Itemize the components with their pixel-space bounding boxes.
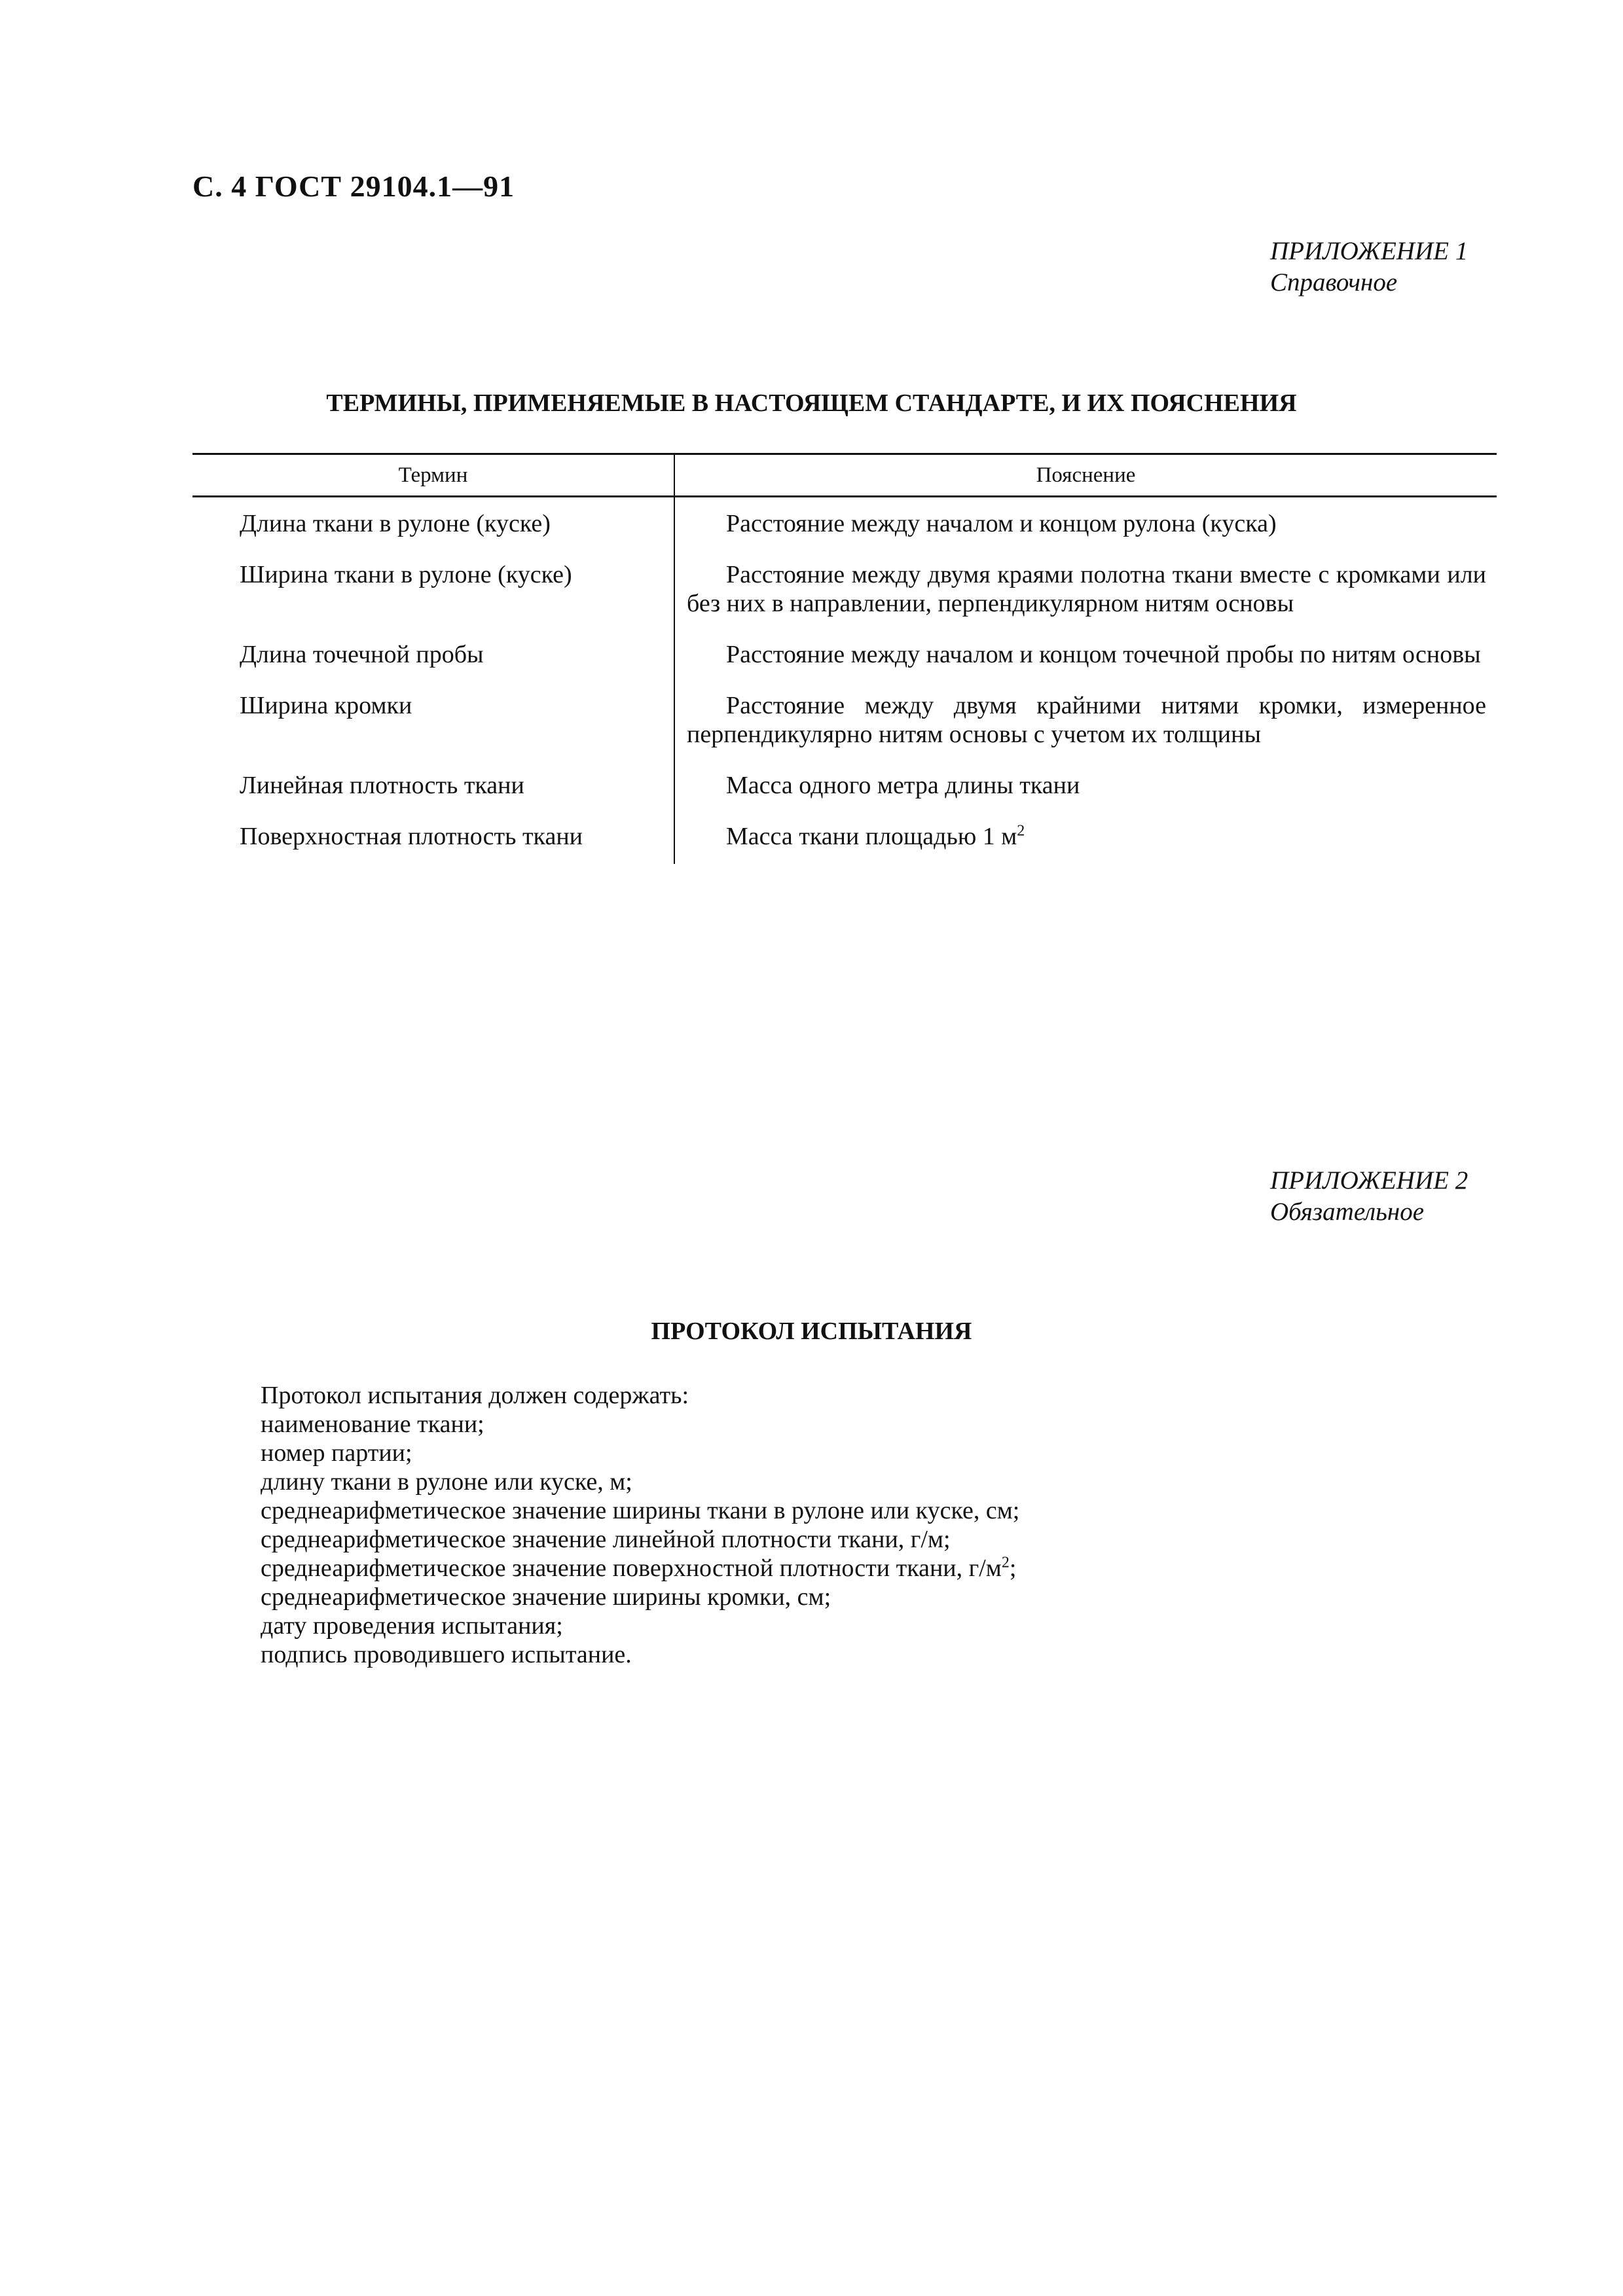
term-cell: Поверхностная плотность ткани — [192, 813, 674, 864]
table-row — [192, 682, 1497, 762]
list-item: длину ткани в рулоне или куске, м; — [261, 1468, 632, 1496]
appendix-2-label — [1270, 1165, 1468, 1228]
list-item: среднеарифметическое значение ширины кромки, см; — [261, 1583, 831, 1611]
explanation-cell: Расстояние между двумя крайними нитями кромки, измеренное перпендикулярно нитям основы с учетом их толщины — [687, 692, 1486, 748]
protocol-requirements — [261, 1381, 1019, 1669]
table-row — [192, 631, 1497, 682]
column-header-term: Термин — [192, 454, 674, 497]
explanation-cell — [674, 813, 1497, 864]
appendix-1-number: ПРИЛОЖЕНИЕ 1 — [1270, 237, 1468, 265]
list-item: подпись проводившего испытание. — [261, 1641, 632, 1668]
explanation-cell: Расстояние между двумя краями полотна ткани вместе с кромками или без них в направлении, перпендикулярном нитям основы — [687, 561, 1486, 617]
list-item-text: среднеарифметическое значение поверхностной плотности ткани, г/м — [261, 1554, 1002, 1582]
column-header-explanation: Пояснение — [674, 454, 1497, 497]
appendix-2-status: Обязательное — [1270, 1198, 1425, 1226]
page-header: С. 4 ГОСТ 29104.1—91 — [192, 170, 515, 203]
superscript: 2 — [1001, 1554, 1010, 1571]
list-item: номер партии; — [261, 1439, 412, 1467]
list-item-tail: ; — [1009, 1554, 1017, 1582]
table-row — [192, 497, 1497, 552]
appendix-1-status: Справочное — [1270, 268, 1398, 296]
explanation-cell: Масса одного метра длины ткани — [726, 772, 1080, 799]
appendix-2-number: ПРИЛОЖЕНИЕ 2 — [1270, 1166, 1468, 1194]
terms-section-title: ТЕРМИНЫ, ПРИМЕНЯЕМЫЕ В НАСТОЯЩЕМ СТАНДАРТЕ, И ИХ ПОЯСНЕНИЯ — [326, 389, 1297, 417]
table-row — [192, 762, 1497, 813]
term-cell: Ширина ткани в рулоне (куске) — [192, 551, 674, 631]
term-cell: Ширина кромки — [192, 682, 674, 762]
list-item: наименование ткани; — [261, 1410, 484, 1438]
superscript: 2 — [1017, 822, 1025, 840]
list-item: среднеарифметическое значение ширины ткани в рулоне или куске, см; — [261, 1497, 1020, 1524]
list-item: дату проведения испытания; — [261, 1612, 563, 1640]
term-cell: Линейная плотность ткани — [192, 762, 674, 813]
terms-table-header-row — [192, 454, 1497, 497]
table-row — [192, 813, 1497, 864]
terms-table — [192, 453, 1497, 864]
list-item: среднеарифметическое значение линейной плотности ткани, г/м; — [261, 1526, 951, 1553]
protocol-intro: Протокол испытания должен содержать: — [261, 1382, 689, 1409]
explanation-cell: Расстояние между началом и концом точечной пробы по нитям основы — [726, 641, 1481, 668]
table-row — [192, 551, 1497, 631]
appendix-1-label — [1270, 236, 1468, 298]
explanation-cell: Расстояние между началом и концом рулона (куска) — [726, 510, 1277, 537]
term-cell: Длина ткани в рулоне (куске) — [192, 497, 674, 552]
list-item — [261, 1554, 1019, 1583]
term-cell: Длина точечной пробы — [192, 631, 674, 682]
protocol-section-title: ПРОТОКОЛ ИСПЫТАНИЯ — [651, 1318, 972, 1345]
explanation-text: Масса ткани площадью 1 м — [726, 823, 1017, 850]
